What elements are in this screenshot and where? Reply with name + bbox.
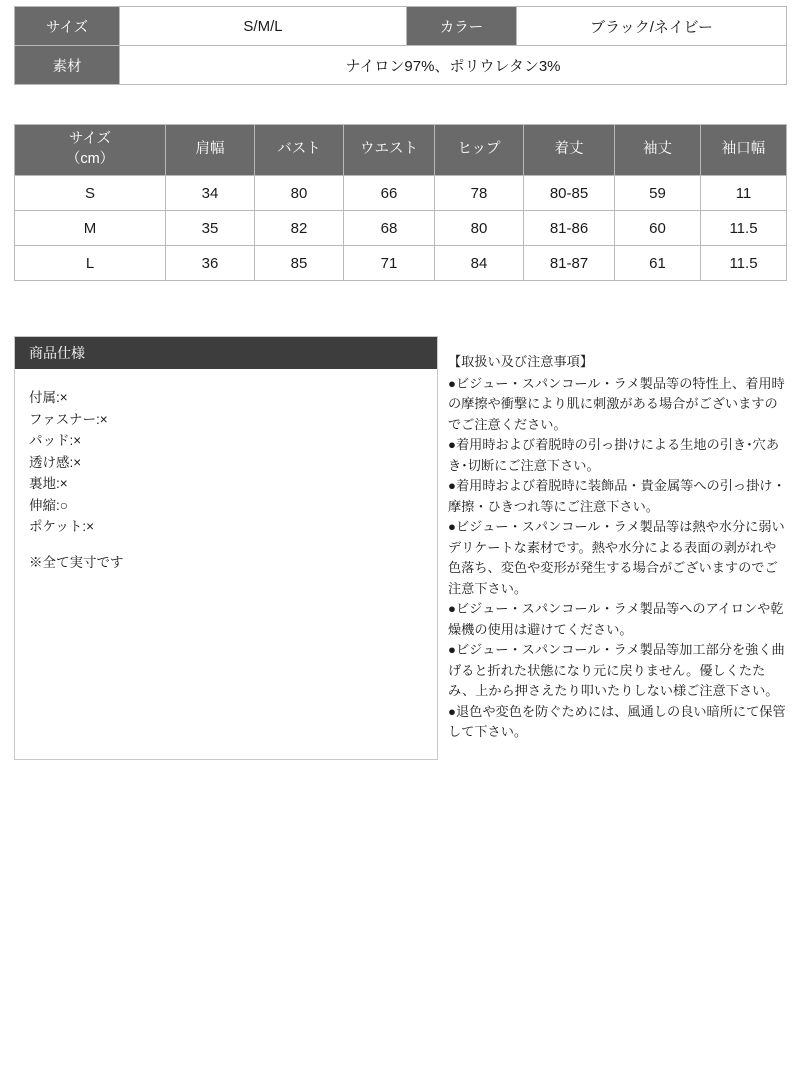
cell: M bbox=[15, 211, 166, 246]
cell: 59 bbox=[615, 176, 701, 211]
measurement-col-size-line1: サイズ bbox=[68, 131, 112, 148]
product-detail-box bbox=[14, 336, 438, 760]
care-item: ●退色や変色を防ぐためには、風通しの良い暗所にて保管して下さい。 bbox=[448, 703, 786, 739]
table-row bbox=[15, 176, 787, 211]
measurement-col-shoulder: 肩幅 bbox=[166, 125, 255, 176]
cell: 36 bbox=[166, 246, 255, 281]
cell: 81-87 bbox=[524, 246, 615, 281]
list-item: 伸縮:○ bbox=[29, 497, 68, 513]
cell: 78 bbox=[435, 176, 524, 211]
care-instructions bbox=[448, 352, 788, 743]
table-row bbox=[15, 7, 787, 46]
measurement-col-length: 着丈 bbox=[524, 125, 615, 176]
spec-value-material: ナイロン97%、ポリウレタン3% bbox=[120, 46, 787, 85]
table-row bbox=[15, 211, 787, 246]
cell: 80 bbox=[255, 176, 344, 211]
cell: 61 bbox=[615, 246, 701, 281]
list-item: ポケット:× bbox=[29, 519, 94, 534]
care-item: ●ビジュー・スパンコール・ラメ製品等は熱や水分に弱いデリケートな素材です。熱や水分による表面の剥がれや色落ち、変色や変形が発生する場合がございますのでご注意下さい。 bbox=[448, 519, 785, 596]
cell: 80 bbox=[435, 211, 524, 246]
measurement-table bbox=[14, 124, 787, 281]
spec-label-size: サイズ bbox=[15, 7, 120, 46]
care-item: ●ビジュー・スパンコール・ラメ製品等加工部分を強く曲げると折れた状態になり元に戻りません。優しくたたみ、上から押さえたり叩いたりしない様ご注意下さい。 bbox=[448, 642, 785, 698]
cell: 71 bbox=[344, 246, 435, 281]
table-row bbox=[15, 125, 787, 176]
care-instructions-title: 【取扱い及び注意事項】 bbox=[448, 354, 594, 369]
measurement-col-size-line2: （cm） bbox=[65, 151, 115, 167]
cell: 60 bbox=[615, 211, 701, 246]
cell: 11.5 bbox=[701, 211, 787, 246]
product-detail-title: 商品仕様 bbox=[15, 337, 437, 369]
list-item: パッド:× bbox=[29, 433, 82, 448]
cell: 80-85 bbox=[524, 176, 615, 211]
spec-value-color: ブラック/ネイビー bbox=[517, 7, 787, 46]
measurement-col-hip: ヒップ bbox=[435, 125, 524, 176]
table-row bbox=[15, 46, 787, 85]
list-item: 付属:× bbox=[29, 390, 68, 405]
cell: 11 bbox=[701, 176, 787, 211]
cell: 35 bbox=[166, 211, 255, 246]
cell: 82 bbox=[255, 211, 344, 246]
care-item: ●着用時および着脱時に装飾品・貴金属等への引っ掛け・摩擦・ひきつれ等にご注意下さい。 bbox=[448, 478, 786, 514]
product-spec-table bbox=[14, 6, 787, 85]
measurement-col-waist: ウエスト bbox=[344, 125, 435, 176]
cell: 84 bbox=[435, 246, 524, 281]
list-item: ファスナー:× bbox=[29, 411, 108, 427]
measurement-col-size bbox=[15, 125, 166, 176]
measurement-col-cuff-width: 袖口幅 bbox=[701, 125, 787, 176]
cell: 81-86 bbox=[524, 211, 615, 246]
spec-value-size: S/M/L bbox=[120, 7, 407, 46]
measurement-header bbox=[15, 125, 787, 176]
list-item: 透け感:× bbox=[29, 454, 82, 470]
measurement-col-sleeve-length: 袖丈 bbox=[615, 125, 701, 176]
spec-label-material: 素材 bbox=[15, 46, 120, 85]
table-row bbox=[15, 246, 787, 281]
care-item: ●着用時および着脱時の引っ掛けによる生地の引き･穴あき･切断にご注意下さい。 bbox=[448, 437, 780, 473]
measurement-col-bust: バスト bbox=[255, 125, 344, 176]
cell: 11.5 bbox=[701, 246, 787, 281]
cell: 68 bbox=[344, 211, 435, 246]
cell: L bbox=[15, 246, 166, 281]
measurement-body bbox=[15, 176, 787, 281]
list-item: 裏地:× bbox=[29, 476, 68, 491]
care-item: ●ビジュー・スパンコール・ラメ製品等へのアイロンや乾燥機の使用は避けてください。 bbox=[448, 601, 784, 637]
spec-label-color: カラー bbox=[407, 7, 517, 46]
cell: 66 bbox=[344, 176, 435, 211]
product-detail-list bbox=[15, 369, 437, 538]
cell: 34 bbox=[166, 176, 255, 211]
cell: 85 bbox=[255, 246, 344, 281]
product-detail-note: ※全て実寸です bbox=[29, 554, 124, 570]
cell: S bbox=[15, 176, 166, 211]
product-spec-body bbox=[15, 7, 787, 85]
care-item: ●ビジュー・スパンコール・ラメ製品等の特性上、着用時の摩擦や衝撃により肌に刺激がある場合がございますのでご注意ください。 bbox=[448, 375, 785, 432]
